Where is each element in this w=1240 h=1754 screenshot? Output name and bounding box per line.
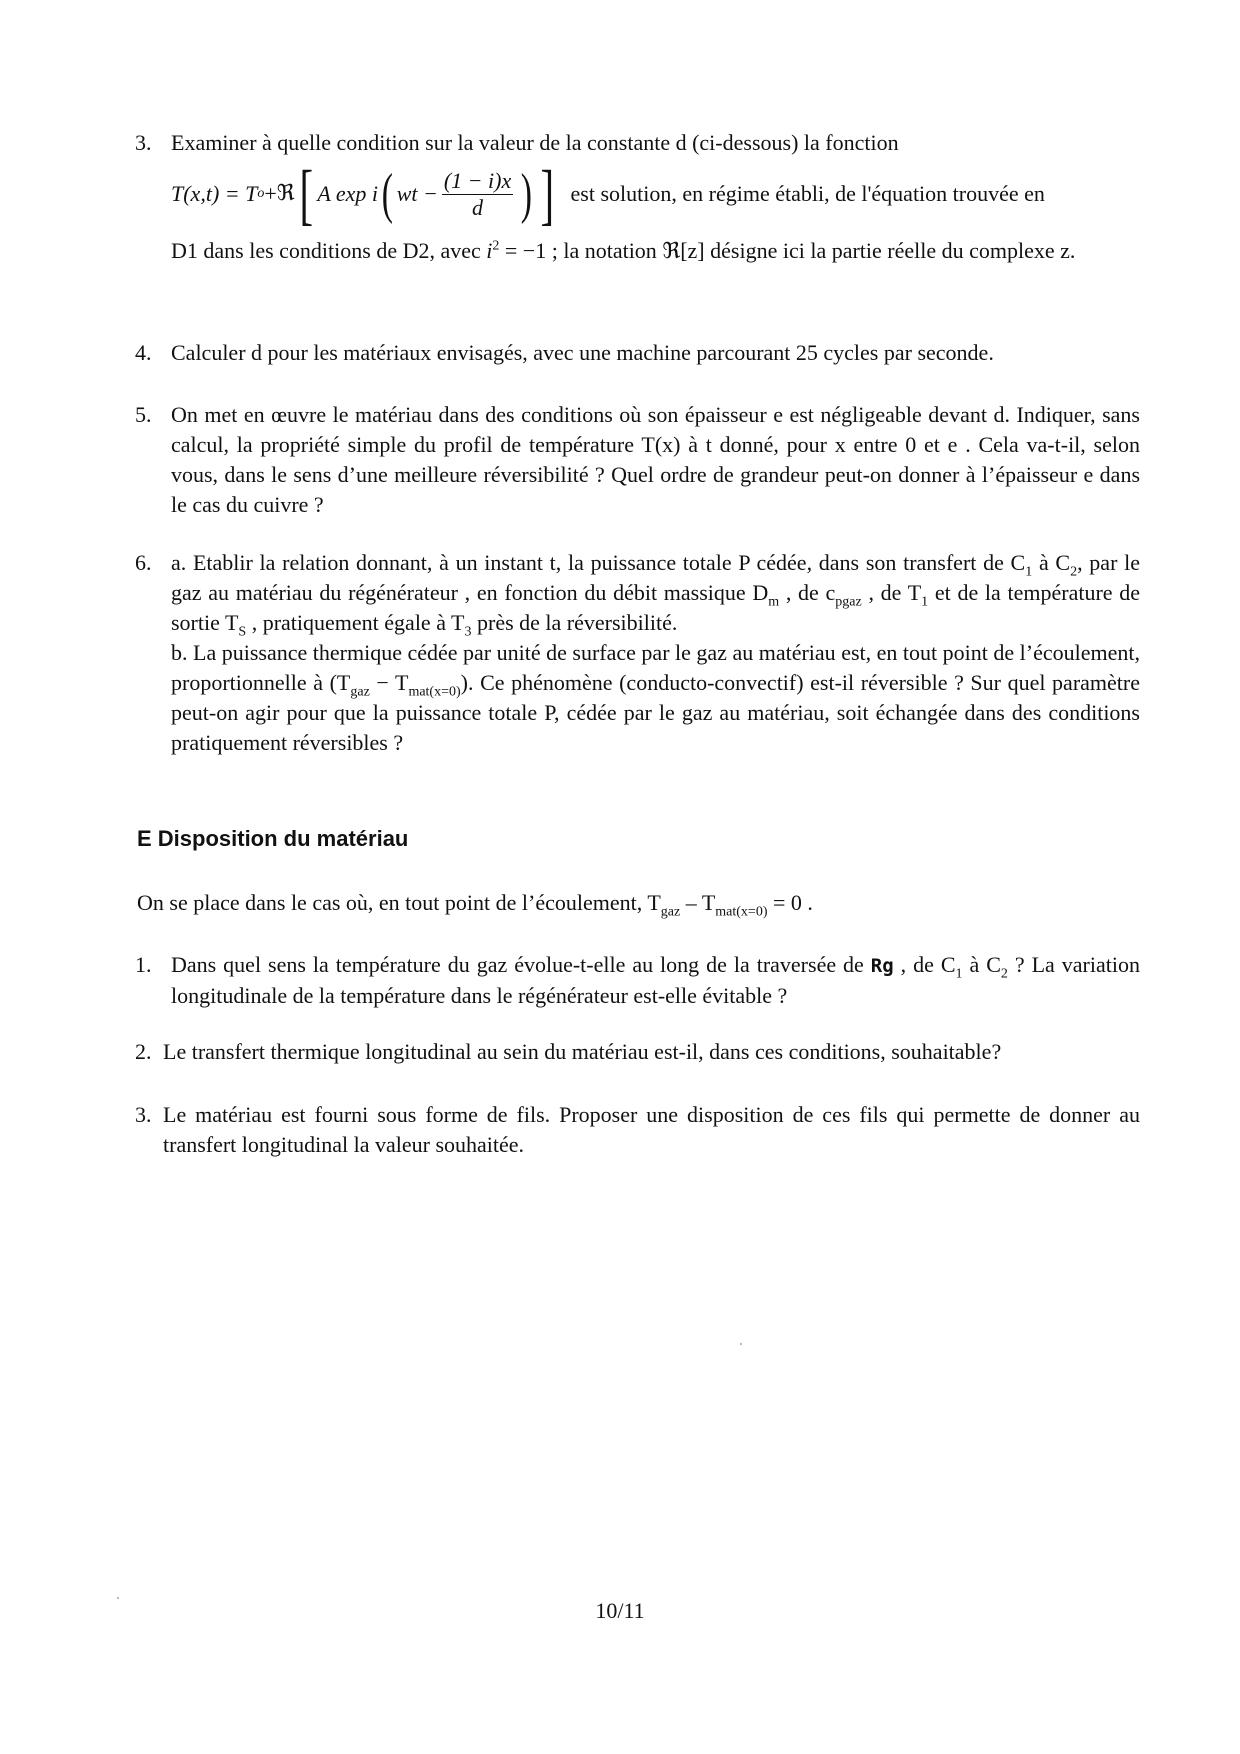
page-number: 10/11 <box>595 1598 645 1623</box>
item-text: Le matériau est fourni sous forme de fils. Proposer une disposition de ces fils qui permette de donner au transfert longitudinal la valeur souhaitée. <box>163 1102 1140 1157</box>
scan-speck <box>740 1343 742 1345</box>
item-number: 3. <box>135 1102 152 1127</box>
rg-symbol: Rg <box>870 955 894 977</box>
item-text <box>171 128 1140 266</box>
q6-part-b: b. La puissance thermique cédée par unité de surface par le gaz au matériau est, en tout point de l’écoulement, proportionnelle à $(T_{gaz} - T_{mat(x=0)})$. Ce phénomène (conducto-convectif) est-il réversible ? Sur quel paramètre peut-on agir pour que la puissance totale P, cédée par le gaz au matériau, soit échangée dans des conditions pratiquement réversibles ? <box>171 640 1140 755</box>
item-number: 6. <box>135 550 152 575</box>
item-number: 2. <box>135 1039 152 1064</box>
q3-after-formula: est solution, en régime établi, de l'équation trouvée en <box>570 181 1045 206</box>
section-e-question-2 <box>135 1037 1140 1067</box>
question-4 <box>135 338 1140 368</box>
section-heading: E Disposition du matériau <box>137 826 409 851</box>
item-text: Calculer d pour les matériaux envisagés, avec une machine parcourant 25 cycles par seconde. <box>171 340 994 365</box>
item-text: On met en œuvre le matériau dans des conditions où son épaisseur e est négligeable devant d. Indiquer, sans calcul, la propriété simple du profil de température T(x) à t donné, pour x entre 0 et e . Cela va-t-il, selon vous, dans le sens d’une meilleure réversibilité ? Quel ordre de grandeur peut-on donner à l’épaisseur e dans le cas du cuivre ? <box>171 402 1140 517</box>
item-text <box>171 548 1140 758</box>
q6-part-a: a. Etablir la relation donnant, à un instant t, la puissance totale P cédée, dans son transfert de $C_1$ à $C_2$, par le gaz au matériau du régénérateur , en fonction du débit massique $D_m$ , de $c_{pgaz}$ , de $T_1$ et de la température de sortie $T_S$ , pratiquement égale à $T_3$ près de la réversibilité. <box>171 550 1141 640</box>
item-number: 5. <box>135 402 152 427</box>
item-number: 3. <box>135 130 152 155</box>
section-e-question-3 <box>135 1100 1140 1160</box>
formula: T(x,t) = T o + ℜ [ A exp i ( wt − $\frac{(1 - i)x}{d}$ ) ] <box>171 156 554 232</box>
item-text: Le transfert thermique longitudinal au sein du matériau est-il, dans ces conditions, souhaitable? <box>163 1039 1002 1064</box>
item-number: 1. <box>135 952 152 977</box>
section-intro: On se place dans le cas où, en tout point de l’écoulement, $T_{gaz} - T_{mat(x=0)} = 0$ . <box>137 890 813 920</box>
section-e-question-1 <box>135 950 1140 1011</box>
question-6 <box>135 548 1140 758</box>
q3-line3: D1 dans les conditions de D2, avec $i^2 = -1$ ; la notation ℜ[z] désigne ici la partie réelle du complexe z. <box>171 238 1076 263</box>
question-5 <box>135 400 1140 520</box>
fraction: $\frac{(1 - i)x}{d}$ <box>443 167 512 220</box>
item-text: Dans quel sens la température du gaz évolue-t-elle au long de la traversée de Rg , de $C_1$ à $C_2$ ? La variation longitudinale de la température dans le régénérateur est-elle évitable ? <box>171 952 1140 1008</box>
item-number: 4. <box>135 340 152 365</box>
question-3 <box>135 128 1140 266</box>
q3-formula-line <box>171 156 1140 232</box>
q3-line1: Examiner à quelle condition sur la valeur de la constante d (ci-dessous) la fonction <box>171 130 899 155</box>
